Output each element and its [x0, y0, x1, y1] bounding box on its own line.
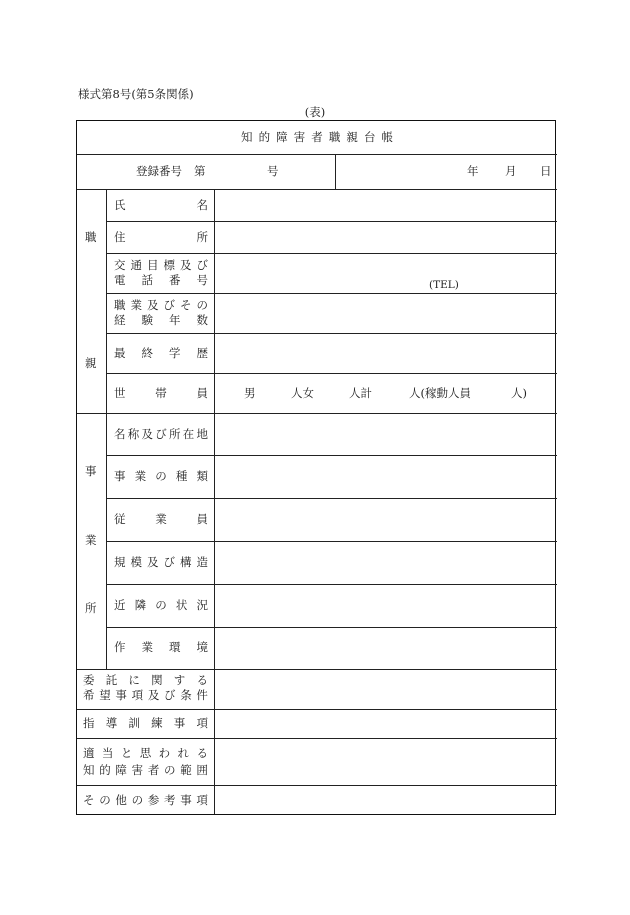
jigyosho-group-char: 事: [85, 464, 97, 478]
label-char: び: [155, 427, 167, 441]
row-divider: [106, 373, 557, 374]
label-char: 知: [241, 130, 253, 144]
business-name-label: [114, 429, 208, 441]
label-char: 的: [99, 763, 111, 777]
label-char: 関: [151, 673, 163, 687]
row-divider: [106, 455, 557, 456]
label-char: 事: [114, 469, 126, 483]
label-char: 経: [114, 313, 126, 327]
label-char: 造: [196, 555, 208, 569]
row-divider: [77, 738, 557, 739]
section-divider: [77, 669, 557, 670]
household-female: 人女: [291, 386, 314, 400]
label-char: 目: [147, 258, 159, 272]
label-char: 氏: [114, 198, 126, 212]
label-char: 障: [115, 763, 127, 777]
label-char: び: [163, 555, 175, 569]
label-char: 的: [258, 130, 271, 144]
label-char: 希: [83, 688, 95, 702]
label-char: 数: [196, 313, 208, 327]
label-char: す: [173, 673, 186, 687]
label-char: 構: [180, 555, 192, 569]
label-char: 業: [141, 640, 153, 654]
suitable-label-line2: [83, 765, 208, 777]
label-char: 規: [114, 555, 126, 569]
label-char: 考: [164, 793, 176, 807]
label-char: 号: [196, 273, 208, 287]
label-char: 項: [131, 688, 144, 702]
label-char: 類: [196, 469, 208, 483]
row-divider: [106, 333, 557, 334]
label-char: 業: [134, 469, 147, 483]
label-char: 作: [114, 640, 126, 654]
label-char: 歴: [196, 346, 208, 360]
label-char: れ: [177, 746, 190, 760]
neighborhood-label: [114, 600, 208, 612]
label-char: 親: [346, 130, 358, 144]
registration-divider: [335, 154, 336, 189]
occupation-label-line2: [114, 315, 208, 327]
label-char: 業: [130, 298, 142, 312]
form-number: 様式第8号(第5条関係): [78, 87, 194, 101]
registration-suffix: 号: [267, 164, 279, 178]
date-month: 月: [505, 164, 517, 178]
label-char: 託: [105, 673, 118, 687]
label-char: 及: [180, 258, 192, 272]
label-char: る: [196, 673, 208, 687]
label-char: の: [155, 469, 167, 483]
occupation-label-line1: [114, 300, 208, 312]
label-char: 条: [180, 688, 192, 702]
label-char: 員: [196, 512, 208, 526]
label-char: 地: [196, 427, 208, 441]
ledger-title: [241, 132, 393, 144]
label-char: 及: [147, 555, 159, 569]
label-char: 範: [180, 763, 192, 777]
scale-label: [114, 557, 208, 569]
label-char: 標: [163, 258, 175, 272]
shokuoya-group-char: 親: [85, 356, 97, 370]
label-char: 台: [363, 130, 376, 144]
employees-label: [114, 514, 208, 526]
label-char: 模: [130, 555, 142, 569]
label-char: 環: [169, 640, 181, 654]
entrust-label-line2: [83, 690, 208, 702]
label-char: 従: [114, 512, 126, 526]
jigyosho-group-char: 所: [85, 601, 97, 615]
household-working-suffix: 人): [511, 386, 527, 400]
label-char: 望: [99, 688, 111, 702]
label-char: 導: [105, 716, 118, 730]
shokuoya-group-char: 職: [85, 230, 97, 244]
label-char: び: [163, 298, 175, 312]
label-char: 在: [182, 427, 195, 441]
row-divider: [106, 498, 557, 499]
label-char: 所: [196, 230, 208, 244]
label-char: 訓: [128, 716, 140, 730]
side-label: (表): [304, 105, 326, 119]
other-notes-label: [83, 795, 208, 807]
guidance-label: [83, 718, 208, 730]
label-char: の: [196, 298, 208, 312]
label-char: の: [131, 793, 144, 807]
label-char: 通: [130, 258, 142, 272]
business-type-label: [114, 471, 208, 483]
label-char: 所: [169, 427, 181, 441]
row-divider: [77, 189, 557, 190]
label-char: 害: [293, 130, 306, 144]
row-divider: [106, 253, 557, 254]
label-char: 交: [114, 258, 126, 272]
label-char: わ: [158, 746, 171, 760]
row-divider: [106, 584, 557, 585]
label-char: 帯: [155, 386, 167, 400]
suitable-label-line1: [83, 748, 208, 760]
label-char: 囲: [196, 763, 208, 777]
registration-prefix: 第: [194, 164, 206, 178]
label-char: 番: [169, 273, 181, 287]
label-char: 者: [147, 763, 160, 777]
transport-label-line2: [114, 275, 208, 287]
label-char: 帳: [381, 130, 393, 144]
environment-label: [114, 642, 208, 654]
household-male: 男: [244, 386, 256, 400]
label-char: 近: [114, 598, 126, 612]
label-char: 練: [151, 716, 163, 730]
label-char: の: [155, 598, 167, 612]
row-divider: [106, 541, 557, 542]
label-char: 事: [173, 716, 186, 730]
label-char: 業: [155, 512, 167, 526]
row-divider: [106, 293, 557, 294]
label-char: 委: [83, 673, 95, 687]
label-char: 住: [114, 230, 126, 244]
label-char: 及: [147, 298, 159, 312]
label-char: 当: [101, 746, 114, 760]
label-char: 名: [196, 198, 208, 212]
address-label: [114, 232, 208, 244]
date-day: 日: [540, 164, 552, 178]
label-char: 状: [175, 598, 188, 612]
label-char: 名: [114, 427, 126, 441]
label-char: の: [164, 763, 176, 777]
label-char: 項: [196, 716, 208, 730]
section-divider: [77, 413, 557, 414]
transport-label-line1: [114, 260, 208, 272]
label-char: び: [164, 688, 176, 702]
entrust-label-line1: [83, 675, 208, 687]
label-char: 終: [141, 346, 153, 360]
row-divider: [106, 221, 557, 222]
label-char: 学: [169, 346, 181, 360]
label-char: 況: [196, 598, 208, 612]
label-char: 及: [147, 688, 160, 702]
label-char: に: [128, 673, 140, 687]
label-char: る: [196, 746, 208, 760]
label-char: 適: [83, 746, 95, 760]
label-char: 員: [196, 386, 208, 400]
ledger-table: [76, 120, 556, 815]
label-char: 年: [169, 313, 181, 327]
label-char: 者: [311, 130, 323, 144]
household-label: [114, 388, 208, 400]
registration-label: 登録番号: [136, 164, 182, 178]
label-char: 指: [83, 716, 95, 730]
household-working: 人(稼動人員: [409, 386, 471, 400]
label-char: 障: [276, 130, 288, 144]
jigyosho-group-char: 業: [85, 533, 97, 547]
household-total: 人計: [349, 386, 372, 400]
label-char: 世: [114, 386, 126, 400]
label-char: そ: [180, 298, 192, 312]
label-char: 事: [180, 793, 192, 807]
date-year: 年: [467, 164, 479, 178]
row-divider: [106, 627, 557, 628]
label-char: 職: [328, 130, 341, 144]
label-char: 最: [114, 346, 126, 360]
label-char: 種: [175, 469, 188, 483]
label-char: 思: [139, 746, 152, 760]
row-divider: [77, 785, 557, 786]
label-char: 及: [141, 427, 153, 441]
label-char: 参: [147, 793, 160, 807]
label-char: 他: [115, 793, 127, 807]
label-char: の: [99, 793, 111, 807]
label-char: 職: [114, 298, 126, 312]
tel-label: (TEL): [429, 279, 459, 291]
label-char: 事: [115, 688, 127, 702]
label-char: 項: [196, 793, 208, 807]
education-label: [114, 348, 208, 360]
label-char: 験: [141, 313, 153, 327]
group-column-divider: [106, 189, 107, 669]
label-char: 境: [196, 640, 208, 654]
label-column-divider: [214, 189, 215, 814]
label-char: そ: [83, 793, 95, 807]
label-char: 電: [114, 273, 126, 287]
name-label: [114, 200, 208, 212]
label-char: 隣: [134, 598, 147, 612]
row-divider: [77, 154, 557, 155]
label-char: 件: [196, 688, 208, 702]
label-char: 称: [127, 427, 140, 441]
label-char: び: [196, 258, 208, 272]
row-divider: [77, 709, 557, 710]
label-char: 害: [131, 763, 144, 777]
label-char: 話: [141, 273, 153, 287]
label-char: と: [120, 746, 133, 760]
label-char: 知: [83, 763, 95, 777]
